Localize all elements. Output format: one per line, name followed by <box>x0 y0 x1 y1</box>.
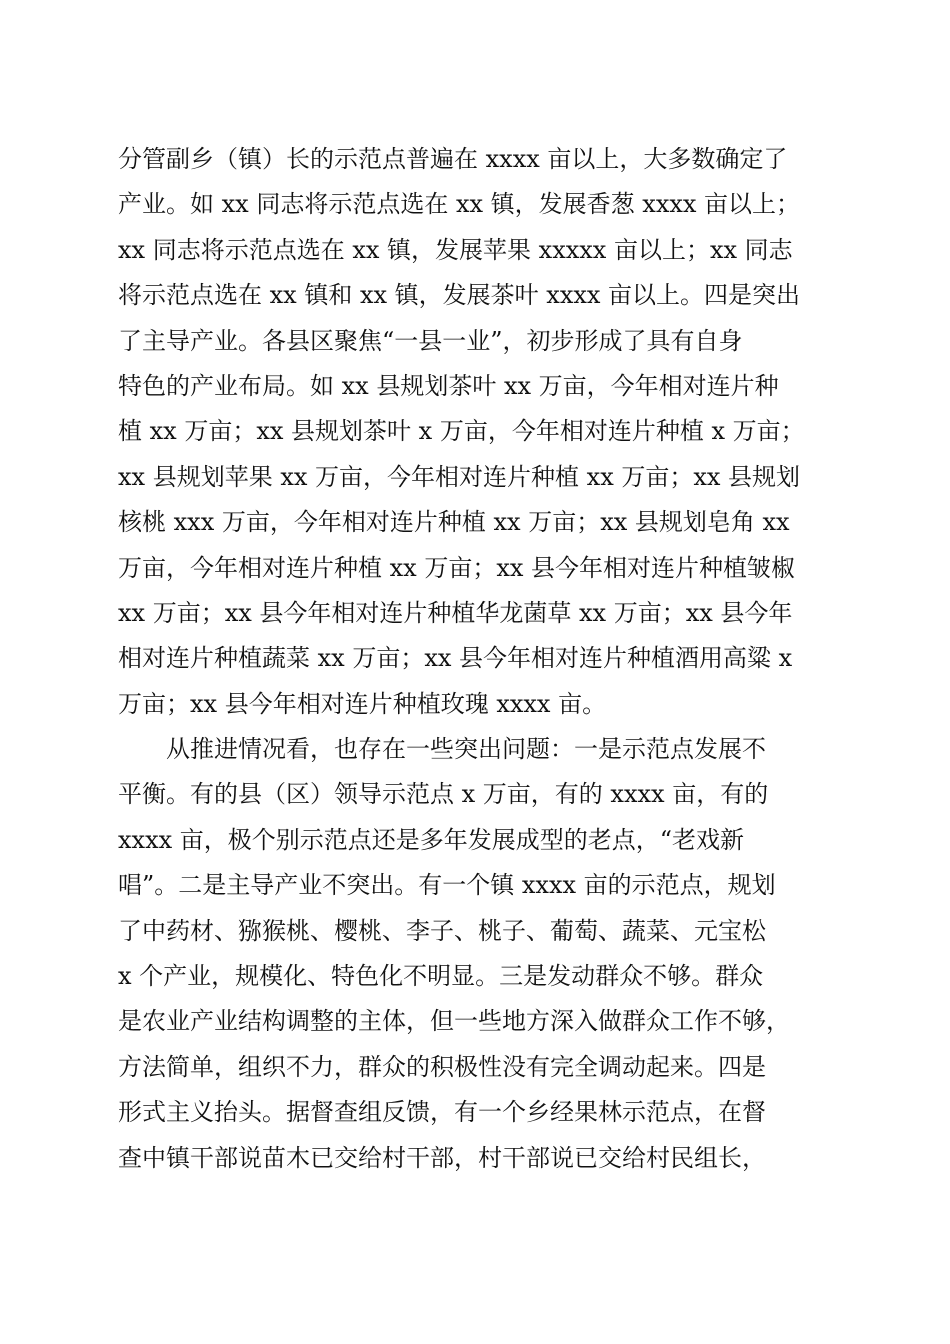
text-line: 从推进情况看，也存在一些突出问题：一是示范点发展不 <box>118 735 766 764</box>
text-line: 了中药材、猕猴桃、樱桃、李子、桃子、葡萄、蔬菜、元宝松 <box>118 916 766 945</box>
text-line: xx 县规划苹果 xx 万亩，今年相对连片种植 xx 万亩；xx 县规划 <box>118 462 801 491</box>
text-line: xx 同志将示范点选在 xx 镇，发展苹果 xxxxx 亩以上；xx 同志 <box>118 235 793 264</box>
body-text <box>118 137 830 1181</box>
text-line: 相对连片种植蔬菜 xx 万亩；xx 县今年相对连片种植酒用高粱 x <box>118 644 793 673</box>
text-line: 万亩；xx 县今年相对连片种植玫瑰 xxxx 亩。 <box>118 689 607 718</box>
text-line: 查中镇干部说苗木已交给村干部，村干部说已交给村民组长， <box>118 1143 766 1172</box>
text-line: 唱”。二是主导产业不突出。有一个镇 xxxx 亩的示范点，规划 <box>118 871 776 900</box>
text-line: xx 万亩；xx 县今年相对连片种植华龙菌草 xx 万亩；xx 县今年 <box>118 598 793 627</box>
text-line: 万亩，今年相对连片种植 xx 万亩；xx 县今年相对连片种植皱椒 <box>118 553 796 582</box>
text-line: 是农业产业结构调整的主体，但一些地方深入做群众工作不够， <box>118 1007 790 1036</box>
text-line: 将示范点选在 xx 镇和 xx 镇，发展茶叶 xxxx 亩以上。四是突出 <box>118 281 801 310</box>
text-line: 核桃 xxx 万亩，今年相对连片种植 xx 万亩；xx 县规划皂角 xx <box>118 508 790 537</box>
text-line: xxxx 亩，极个别示范点还是多年发展成型的老点，“老戏新 <box>118 825 745 854</box>
text-line: 了主导产业。各县区聚焦“一县一业”，初步形成了具有自身 <box>118 326 743 355</box>
text-line: 方法简单，组织不力，群众的积极性没有完全调动起来。四是 <box>118 1052 766 1081</box>
text-line: 形式主义抬头。据督查组反馈，有一个乡经果林示范点，在督 <box>118 1098 766 1127</box>
text-line: 特色的产业布局。如 xx 县规划茶叶 xx 万亩，今年相对连片种 <box>118 371 779 400</box>
text-line: 平衡。有的县（区）领导示范点 x 万亩，有的 xxxx 亩，有的 <box>118 780 769 809</box>
text-line: 植 xx 万亩；xx 县规划茶叶 x 万亩，今年相对连片种植 x 万亩； <box>118 417 805 446</box>
text-line: x 个产业，规模化、特色化不明显。三是发动群众不够。群众 <box>118 962 764 991</box>
text-line: 产业。如 xx 同志将示范点选在 xx 镇，发展香葱 xxxx 亩以上； <box>118 190 801 219</box>
text-line: 分管副乡（镇）长的示范点普遍在 xxxx 亩以上，大多数确定了 <box>118 145 788 173</box>
